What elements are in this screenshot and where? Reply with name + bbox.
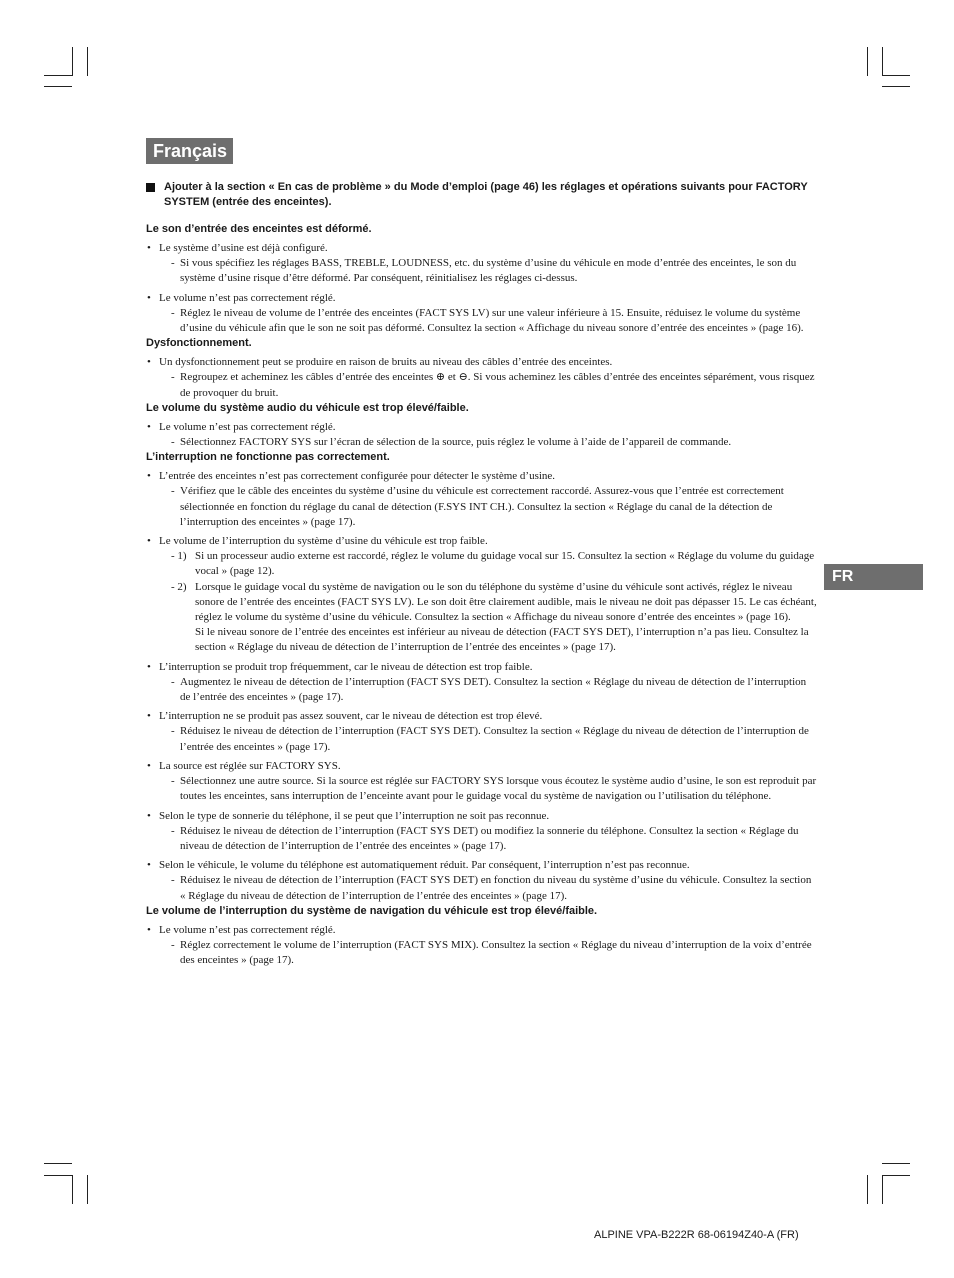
bullet-dot-icon: • [147, 242, 151, 254]
dash-icon: - [171, 371, 175, 384]
troubleshooting-content [146, 222, 818, 968]
language-tab: Français [146, 138, 233, 164]
bullet-item [146, 660, 818, 706]
sub-item-text: Si vous spécifiez les réglages BASS, TREBLE, LOUDNESS, etc. du système d’usine du véhicule en mode d’entrée des enceintes, le son du système d’usine risque d’être déformé. Par conséquent, réinitialisez les réglages ci-dessus. [180, 257, 797, 285]
bullet-dot-icon: • [147, 759, 151, 772]
section-heading: L’interruption ne fonctionne pas correctement. [146, 451, 390, 464]
bullet-item [146, 923, 818, 969]
section-heading: Dysfonctionnement. [146, 337, 252, 350]
numbered-sub-item-text: Lorsque le guidage vocal du système de navigation ou le son du téléphone du système d’usine du véhicule sont activés, réglez le niveau sonore de l’entrée des enceintes (FACT SYS LV). Le son doit être clairement audible, mais le niveau ne doit pas dépasser 15. Le cas échéant, réglez le volume du système d’usine du véhicule. Consultez la section « Affichage du niveau sonore d’entrée des enceintes » (page 16). [195, 580, 817, 624]
sub-item-text: Regroupez et acheminez les câbles d’entrée des enceintes ⊕ et ⊖. Si vous acheminez les câbles d’entrée des enceintes séparément, vous risquez de provoquer du bruit. [180, 371, 815, 399]
sub-item [159, 724, 818, 754]
bullet-text: Le volume n’est pas correctement réglé. [159, 291, 336, 304]
section-2 [146, 401, 818, 450]
sub-item [159, 256, 818, 286]
sub-item [159, 938, 818, 968]
section-1 [146, 336, 818, 401]
intro-text: Ajouter à la section « En cas de problème » du Mode d’emploi (page 46) les réglages et opérations suivants pour FACTORY SYSTEM (entrée des enceintes). [164, 181, 808, 208]
side-language-tab: FR [824, 564, 923, 590]
bullet-dot-icon: • [147, 535, 151, 548]
bullet-text: L’entrée des enceintes n’est pas correctement configurée pour détecter le système d’usine. [159, 470, 556, 483]
bullet-text: Le volume de l’interruption du système d’usine du véhicule est trop faible. [159, 535, 488, 548]
bullet-item [146, 355, 818, 401]
sub-item-text: Réglez le niveau de volume de l’entrée des enceintes (FACT SYS LV) sur une valeur inférieure à 15. Ensuite, réduisez le volume du système d’usine du véhicule afin que le son ne soit pas déformé. Consultez la section « Affichage du niveau sonore d’entrée des enceintes » (page 16). [180, 306, 804, 335]
sub-item [159, 675, 818, 705]
bullet-text: Le volume n’est pas correctement réglé. [159, 923, 336, 936]
dash-icon: - [171, 257, 175, 270]
bullet-item [146, 420, 818, 450]
dash-icon: - [171, 485, 175, 498]
dash-icon: - [171, 725, 175, 738]
sub-item-text: Réglez correctement le volume de l’interruption (FACT SYS MIX). Consultez la section « Réglage du niveau d’interruption de la voix d’entrée des enceintes » (page 17). [180, 938, 812, 967]
sub-item-text: Augmentez le niveau de détection de l’interruption (FACT SYS DET). Consultez la section « Réglage du niveau de détection de l’interruption de l’entrée des enceintes » (page 17). [180, 675, 807, 704]
sub-item-text: Réduisez le niveau de détection de l’interruption (FACT SYS DET) ou modifiez la sonnerie du téléphone. Consultez la section « Réglage du niveau de détection de l’interruption de l’entrée des enceintes » (page 17). [180, 824, 799, 852]
sub-item-text: Sélectionnez une autre source. Si la source est réglée sur FACTORY SYS lorsque vous écoutez le système audio d’usine, le son est reproduit par toutes les enceintes, sans interruption de l’enceinte avant pour le guidage vocal du système de navigation ou l’utilisation du téléphone. [180, 775, 817, 803]
bullet-text: Selon le type de sonnerie du téléphone, il se peut que l’interruption ne soit pas reconnue. [159, 809, 550, 822]
bullet-dot-icon: • [147, 923, 151, 936]
dash-icon: - [171, 436, 175, 449]
section-3 [146, 450, 818, 903]
section-4 [146, 904, 818, 969]
numbered-sub-item-note: Si le niveau sonore de l’entrée des enceintes est inférieur au niveau de détection (FACT SYS DET), l’interruption n’a pas lieu. Consultez la section « Réglage du niveau de détection de l’interruption de l’entrée des enceintes » (page 17). [195, 626, 809, 654]
sub-item [159, 824, 818, 854]
bullet-dot-icon: • [147, 291, 151, 304]
bullet-dot-icon: • [147, 420, 151, 433]
dash-icon: - [171, 775, 175, 788]
bullet-item [146, 709, 818, 755]
sub-item [159, 484, 818, 530]
section-heading: Le volume de l’interruption du système de navigation du véhicule est trop élevé/faible. [146, 904, 598, 917]
bullet-text: La source est réglée sur FACTORY SYS. [159, 759, 341, 772]
dash-icon: - [171, 675, 175, 688]
sub-item-text: Sélectionnez FACTORY SYS sur l’écran de sélection de la source, puis réglez le volume à l’aide de l’appareil de commande. [180, 436, 732, 449]
sub-item-text: Vérifiez que le câble des enceintes du système d’usine du véhicule est correctement raccordé. Assurez-vous que l’entrée est correctement sélectionnée en fonction du réglage du canal de détection (F.SYS INT CH.). Consultez la section « Réglage du canal de la détection de l’interruption des enceintes » (page 17). [180, 485, 784, 528]
step-number: - 2) [171, 580, 187, 593]
bullet-item [146, 241, 818, 287]
step-number: - 1) [171, 550, 187, 563]
numbered-sub-item-text: Si un processeur audio externe est raccordé, réglez le volume du guidage vocal sur 15. Consultez la section « Réglage du volume du guidage vocal » (page 12). [195, 550, 815, 578]
numbered-sub-item [159, 549, 818, 579]
sub-item [159, 774, 818, 804]
dash-icon: - [171, 874, 175, 887]
bullet-item [146, 534, 818, 656]
sub-item-text: Réduisez le niveau de détection de l’interruption (FACT SYS DET). Consultez la section « Réglage du niveau de détection de l’interruption de l’entrée des enceintes » (page 17). [180, 725, 809, 753]
section-heading: Le son d’entrée des enceintes est déformé. [146, 223, 372, 235]
sub-item-text: Réduisez le niveau de détection de l’interruption (FACT SYS DET) en fonction du niveau du système d’usine du véhicule. Consultez la section « Réglage du niveau de détection de l’interruption de l’entrée des enceintes » (page 17). [180, 874, 812, 902]
bullet-dot-icon: • [147, 710, 151, 723]
bullet-text: Le système d’usine est déjà configuré. [159, 242, 328, 254]
bullet-dot-icon: • [147, 809, 151, 822]
bullet-text: L’interruption ne se produit pas assez souvent, car le niveau de détection est trop élevé. [159, 710, 543, 723]
bullet-text: Le volume n’est pas correctement réglé. [159, 420, 336, 433]
bullet-dot-icon: • [147, 859, 151, 872]
dash-icon: - [171, 306, 175, 319]
dash-icon: - [171, 824, 175, 837]
intro-block [146, 180, 818, 210]
bullet-dot-icon: • [147, 660, 151, 673]
dash-icon: - [171, 938, 175, 951]
square-bullet-icon [146, 183, 155, 192]
bullet-item [146, 759, 818, 805]
section-heading: Le volume du système audio du véhicule est trop élevé/faible. [146, 401, 469, 414]
bullet-dot-icon: • [147, 356, 151, 369]
section-0 [146, 222, 818, 336]
bullet-item [146, 809, 818, 855]
bullet-item [146, 858, 818, 904]
bullet-text: Selon le véhicule, le volume du téléphone est automatiquement réduit. Par conséquent, l’interruption n’est pas reconnue. [159, 859, 690, 872]
sub-item [159, 873, 818, 903]
numbered-sub-item [159, 580, 818, 626]
sub-item [159, 306, 818, 336]
bullet-text: L’interruption se produit trop fréquemment, car le niveau de détection est trop faible. [159, 660, 533, 673]
bullet-dot-icon: • [147, 470, 151, 483]
sub-item [159, 435, 818, 450]
sub-item [159, 370, 818, 400]
bullet-text: Un dysfonctionnement peut se produire en raison de bruits au niveau des câbles d’entrée des enceintes. [159, 356, 613, 369]
bullet-item [146, 469, 818, 530]
bullet-item [146, 291, 818, 337]
footer-reference: ALPINE VPA-B222R 68-06194Z40-A (FR) [594, 1229, 799, 1241]
